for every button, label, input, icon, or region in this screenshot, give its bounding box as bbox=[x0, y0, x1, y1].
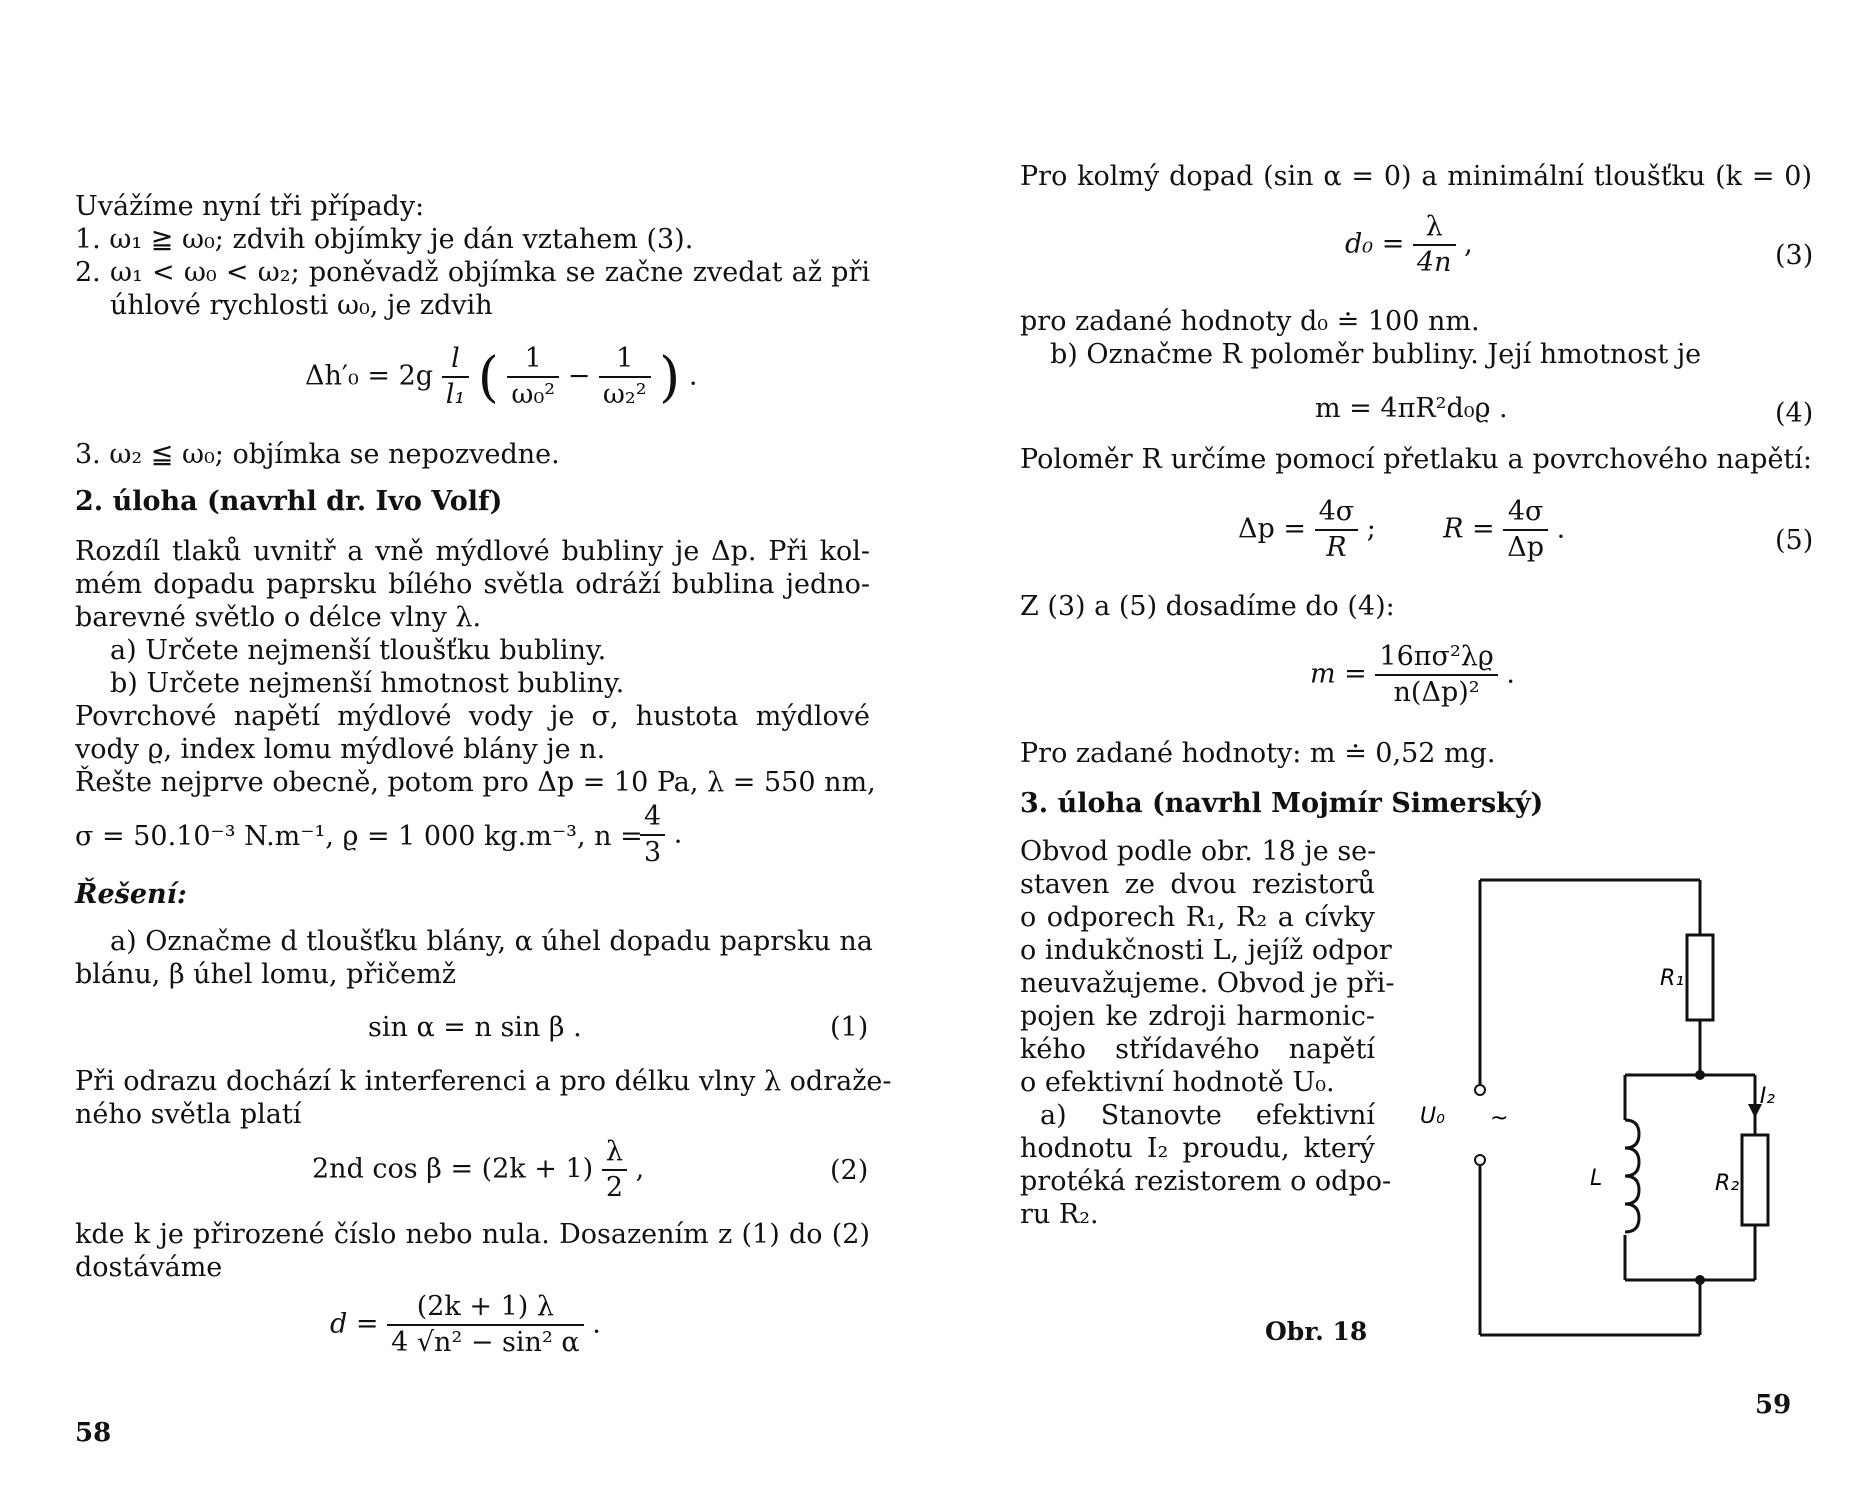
frac-num: 1 bbox=[616, 343, 634, 374]
frac-num: 4 bbox=[644, 801, 662, 832]
label-u0: U₀ bbox=[1420, 1104, 1445, 1129]
fraction bbox=[442, 342, 469, 412]
eq-end: . bbox=[673, 818, 683, 850]
text-line: pojen ke zdroji harmonic- bbox=[1020, 1001, 1375, 1032]
fraction bbox=[507, 342, 559, 412]
text-line: Při odrazu dochází k interferenci a pro délku vlny λ odraže- bbox=[75, 1066, 892, 1097]
text-line: staven ze dvou rezistorů bbox=[1020, 869, 1375, 900]
label-i2: I₂ bbox=[1759, 1084, 1775, 1109]
text-line: Řešte nejprve obecně, potom pro Δp = 10 Pa, λ = 550 nm, bbox=[75, 767, 876, 798]
frac-den: Δp bbox=[1503, 529, 1548, 565]
text-line: b) Označme R poloměr bubliny. Její hmotnost je bbox=[1050, 339, 1702, 370]
text-line: blánu, β úhel lomu, přičemž bbox=[75, 959, 456, 990]
eq-lhs: m = bbox=[1310, 658, 1367, 690]
frac-num: 16πσ²λϱ bbox=[1379, 641, 1494, 672]
text-line: o efektivní hodnotě U₀. bbox=[1020, 1067, 1335, 1098]
text-line: Uvážíme nyní tři případy: bbox=[75, 191, 425, 222]
text-line: Pro kolmý dopad (sin α = 0) a minimální tloušťku (k = 0) bbox=[1020, 161, 1812, 192]
node bbox=[1695, 1070, 1705, 1080]
text-line: Rozdíl tlaků uvnitř a vně mýdlové bubliny je Δp. Při kol- bbox=[75, 536, 870, 567]
equation-number: (5) bbox=[1775, 525, 1814, 556]
figure-caption: Obr. 18 bbox=[1265, 1317, 1368, 1346]
fraction bbox=[640, 800, 665, 870]
text-line: kde k je přirozené číslo nebo nula. Dosazením z (1) do (2) bbox=[75, 1219, 870, 1250]
text-line: σ = 50.10⁻³ N.m⁻¹, ϱ = 1 000 kg.m⁻³, n = bbox=[75, 821, 643, 852]
text-line: Obvod podle obr. 18 je se- bbox=[1020, 836, 1377, 867]
text-line: vody ϱ, index lomu mýdlové blány je n. bbox=[75, 734, 606, 765]
frac-num: l bbox=[451, 343, 460, 374]
frac-den: ω₀² bbox=[507, 376, 559, 412]
text-line: kého střídavého napětí bbox=[1020, 1034, 1375, 1065]
text-line: úhlové rychlosti ω₀, je zdvih bbox=[110, 290, 493, 321]
text-line: 2. ω₁ < ω₀ < ω₂; poněvadž objímka se začne zvedat až při bbox=[75, 257, 870, 288]
node bbox=[1695, 1275, 1705, 1285]
equation-number: (1) bbox=[830, 1012, 869, 1043]
inductor-coil bbox=[1625, 1120, 1639, 1232]
eq-lhs: 2nd cos β = (2k + 1) bbox=[312, 1153, 594, 1185]
eq-end: . bbox=[1506, 658, 1515, 690]
label-r1: R₁ bbox=[1660, 966, 1685, 991]
text-line: o odporech R₁, R₂ a cívky bbox=[1020, 902, 1375, 933]
ac-symbol: ~ bbox=[1490, 1106, 1509, 1131]
equation-3 bbox=[1345, 210, 1473, 280]
page-number: 59 bbox=[1755, 1390, 1792, 1420]
frac-den: 3 bbox=[640, 834, 665, 870]
equation-1: sin α = n sin β . bbox=[368, 1012, 582, 1043]
eq-lhs: d₀ = bbox=[1345, 228, 1405, 260]
equation-number: (3) bbox=[1775, 240, 1814, 271]
frac-num: (2k + 1) λ bbox=[416, 1291, 554, 1322]
section-heading: 3. úloha (navrhl Mojmír Simerský) bbox=[1020, 788, 1544, 819]
eq-lhs: R = bbox=[1443, 513, 1495, 545]
text-line: 1. ω₁ ≧ ω₀; zdvih objímky je dán vztahem (3). bbox=[75, 224, 694, 255]
equation-2 bbox=[312, 1135, 644, 1205]
terminal bbox=[1475, 1085, 1485, 1095]
text-line: o indukčnosti L, jejíž odpor bbox=[1020, 935, 1392, 966]
frac-den: l₁ bbox=[442, 376, 469, 412]
frac-num: 4σ bbox=[1507, 496, 1544, 527]
page-number: 58 bbox=[75, 1418, 112, 1448]
terminal bbox=[1475, 1155, 1485, 1165]
eq-sep: ; bbox=[1366, 513, 1376, 545]
text-line: Pro zadané hodnoty: m ≐ 0,52 mg. bbox=[1020, 738, 1496, 769]
frac-num: 4σ bbox=[1318, 496, 1355, 527]
fraction bbox=[602, 1135, 627, 1205]
text-line: a) Označme d tloušťku blány, α úhel dopadu paprsku na bbox=[110, 926, 873, 957]
frac-num: 1 bbox=[524, 343, 542, 374]
fraction bbox=[1503, 495, 1548, 565]
frac-den: 4n bbox=[1413, 244, 1456, 280]
equation-4: m = 4πR²d₀ϱ . bbox=[1315, 393, 1508, 424]
resistor-r2 bbox=[1742, 1135, 1768, 1225]
text-line: a) Stanovte efektivní bbox=[1040, 1100, 1375, 1131]
section-heading: 2. úloha (navrhl dr. Ivo Volf) bbox=[75, 486, 503, 517]
label-r2: R₂ bbox=[1715, 1171, 1740, 1196]
text-line: dostáváme bbox=[75, 1252, 223, 1283]
text-line: protéká rezistorem o odpo- bbox=[1020, 1166, 1392, 1197]
equation-d bbox=[330, 1290, 601, 1360]
fraction bbox=[599, 342, 651, 412]
frac-den: 2 bbox=[602, 1169, 627, 1205]
text-line: ru R₂. bbox=[1020, 1199, 1099, 1230]
label-l: L bbox=[1590, 1166, 1603, 1191]
text-line: neuvažujeme. Obvod je při- bbox=[1020, 968, 1395, 999]
fraction bbox=[1413, 210, 1456, 280]
frac-den: ω₂² bbox=[599, 376, 651, 412]
eq-end: , bbox=[635, 1153, 645, 1185]
fraction-n bbox=[640, 800, 682, 870]
text-line: b) Určete nejmenší hmotnost bubliny. bbox=[110, 668, 625, 699]
solution-heading: Řešení: bbox=[75, 879, 187, 910]
eq-dh-lhs: Δh′₀ = 2g bbox=[305, 360, 434, 392]
frac-den: 4 √n² − sin² α bbox=[387, 1324, 584, 1360]
frac-den: R bbox=[1315, 529, 1359, 565]
text-line: Poloměr R určíme pomocí přetlaku a povrchového napětí: bbox=[1020, 444, 1812, 475]
equation-number: (2) bbox=[830, 1155, 869, 1186]
eq-minus: − bbox=[567, 360, 591, 392]
text-line: Z (3) a (5) dosadíme do (4): bbox=[1020, 591, 1395, 622]
text-line: hodnotu I₂ proudu, který bbox=[1020, 1133, 1375, 1164]
text-line: Povrchové napětí mýdlové vody je σ, hustota mýdlové bbox=[75, 701, 870, 732]
eq-end: , bbox=[1464, 228, 1473, 260]
text-line: a) Určete nejmenší tloušťku bubliny. bbox=[110, 635, 607, 666]
equation-number: (4) bbox=[1775, 398, 1814, 429]
equation-m bbox=[1310, 640, 1515, 710]
circuit-diagram bbox=[1410, 860, 1780, 1350]
eq-end: . bbox=[1556, 513, 1566, 545]
frac-num: λ bbox=[1425, 211, 1443, 242]
eq-lhs: d = bbox=[330, 1308, 379, 1340]
eq-end: . bbox=[592, 1308, 601, 1340]
equation-5 bbox=[1238, 495, 1565, 565]
text-line: 3. ω₂ ≦ ω₀; objímka se nepozvedne. bbox=[75, 439, 560, 470]
eq-lhs: Δp = bbox=[1238, 513, 1306, 545]
fraction bbox=[1375, 640, 1497, 710]
text-line: pro zadané hodnoty d₀ ≐ 100 nm. bbox=[1020, 306, 1480, 337]
fraction bbox=[387, 1290, 584, 1360]
frac-den: n(Δp)² bbox=[1375, 674, 1497, 710]
text-line: ného světla platí bbox=[75, 1099, 302, 1130]
text-line: mém dopadu paprsku bílého světla odráží bublina jedno- bbox=[75, 569, 870, 600]
equation-delta-h: Δh′₀ = 2g $\frac{l}{\text{l₁}}$ ( $\frac{1}{\text{ω₀²}}$ − $\frac{1}{\text{ω₂²}}$ ) . bbox=[305, 343, 698, 410]
eq-end: . bbox=[688, 360, 698, 392]
text-line: barevné světlo o délce vlny λ. bbox=[75, 602, 482, 633]
frac-num: λ bbox=[605, 1136, 623, 1167]
resistor-r1 bbox=[1687, 935, 1713, 1020]
fraction bbox=[1315, 495, 1359, 565]
